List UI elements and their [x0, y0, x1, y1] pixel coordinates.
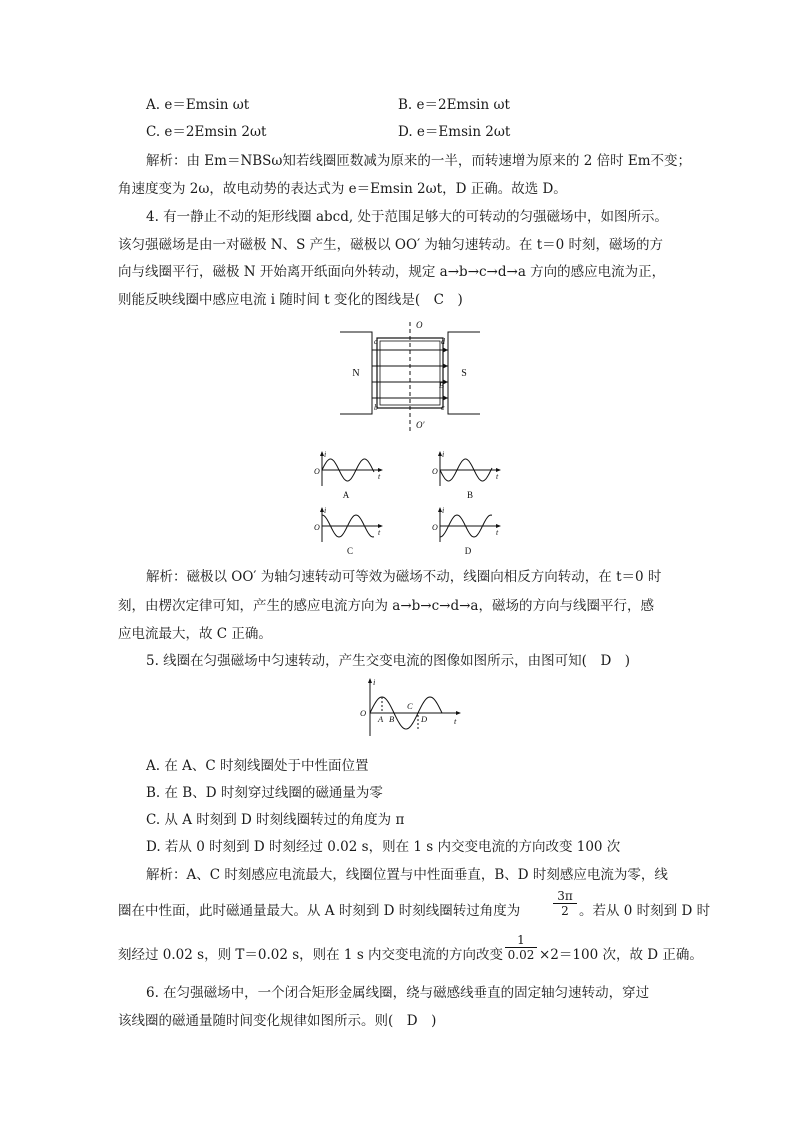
q5-option-a: A. 在 A、C 时刻线圈处于中性面位置	[146, 758, 369, 774]
q6-stem-line2: 该线圈的磁通量随时间变化规律如图所示。则( D )	[118, 1013, 437, 1029]
axis-i-label: i	[324, 506, 327, 515]
point-c-label: C	[407, 701, 413, 711]
pole-n-label: N	[352, 368, 360, 379]
q4-analysis-line3: 应电流最大，故 C 正确。	[118, 626, 272, 642]
q5-analysis-line3b: ×2＝100 次，故 D 正确。	[539, 947, 703, 963]
q5-option-b: B. 在 B、D 时刻穿过线圈的磁通量为零	[146, 785, 383, 801]
q5-analysis-line2a: 圈在中性面，此时磁通量最大。从 A 时刻到 D 时刻线圈转过角度为	[118, 903, 521, 919]
fraction-3pi-over-2	[553, 889, 577, 918]
q5-current-graph	[356, 676, 466, 740]
corner-d-label: d	[441, 337, 445, 346]
axis-t-label: t	[454, 716, 457, 726]
q4-graph-b	[430, 448, 504, 504]
q5-analysis-line3a: 刻经过 0.02 s，则 T＝0.02 s，则在 1 s 内交变电流的方向改变	[118, 947, 504, 963]
corner-a-label: a	[374, 337, 378, 346]
q4-graph-d	[430, 504, 504, 560]
q5-stem: 5. 线圈在匀强磁场中匀速转动，产生交变电流的图像如图所示，由图可知( D )	[146, 653, 631, 669]
axis-i-label: i	[324, 450, 327, 459]
graph-c-label: C	[346, 546, 354, 556]
axis-t-label: t	[378, 472, 381, 481]
axis-t-label: t	[496, 472, 499, 481]
q4-magnet-coil-figure	[340, 318, 480, 434]
origin-label: O	[360, 708, 367, 718]
origin-label: O	[314, 523, 320, 532]
origin-label: O	[314, 467, 320, 476]
q4-stem-line4: 则能反映线圈中感应电流 i 随时间 t 变化的图线是( C )	[118, 292, 463, 308]
axis-i-label: i	[442, 506, 445, 515]
point-d-label: D	[421, 714, 428, 724]
axis-i-label: i	[442, 450, 445, 459]
q4-stem-line2: 该匀强磁场是由一对磁极 N、S 产生，磁极以 OO′ 为轴匀速转动。在 t＝0 时刻，磁场的方	[118, 237, 664, 253]
graph-d-label: D	[464, 546, 472, 556]
q4-analysis-line2: 刻，由楞次定律可知，产生的感应电流方向为 a→b→c→d→a，磁场的方向与线圈平行，感	[118, 598, 654, 614]
q3-option-d: D. e＝Emsin 2ωt	[398, 124, 511, 140]
q3-analysis-line1: 解析：由 Em＝NBSω知若线圈匝数减为原来的一半，而转速增为原来的 2 倍时 Em不变；	[146, 153, 692, 169]
fraction-numerator: 3π	[557, 889, 573, 903]
origin-label: O	[432, 467, 438, 476]
axis-bottom-label: O′	[416, 420, 425, 430]
axis-t-label: t	[496, 528, 499, 537]
fraction-numerator: 1	[517, 933, 525, 947]
q4-stem-line1: 4. 有一静止不动的矩形线圈 abcd, 处于范围足够大的可转动的匀强磁场中，如图所示。	[146, 209, 668, 225]
axis-t-label: t	[378, 528, 381, 537]
q5-analysis-line1: 解析：A、C 时刻感应电流最大，线圈位置与中性面垂直，B、D 时刻感应电流为零，线	[146, 867, 668, 883]
pole-s-label: S	[461, 368, 467, 379]
origin-label: O	[432, 523, 438, 532]
fraction-denominator: 2	[553, 903, 577, 918]
field-b-label: B	[439, 381, 444, 390]
graph-a-label: A	[342, 490, 350, 500]
q5-option-d: D. 若从 0 时刻到 D 时刻经过 0.02 s，则在 1 s 内交变电流的方向改变 100 次	[146, 839, 621, 855]
point-a-label: A	[378, 714, 384, 724]
axis-top-label: O	[416, 320, 423, 330]
q3-analysis-line2: 角速度变为 2ω，故电动势的表达式为 e＝Emsin 2ωt，D 正确。故选 D。	[118, 181, 567, 197]
q4-graph-a	[312, 448, 386, 504]
q3-option-c: C. e＝2Emsin 2ωt	[146, 124, 267, 140]
corner-b-label: b	[374, 403, 378, 412]
graph-b-label: B	[466, 490, 474, 500]
q3-option-b: B. e＝2Emsin ωt	[398, 97, 510, 113]
fraction-1-over-0.02	[505, 933, 537, 962]
axis-i-label: i	[373, 677, 376, 687]
q3-option-a: A. e＝Emsin ωt	[146, 97, 250, 113]
corner-c-label: c	[441, 403, 445, 412]
q6-stem-line1: 6. 在匀强磁场中，一个闭合矩形金属线圈，绕与磁感线垂直的固定轴匀速转动，穿过	[146, 985, 650, 1001]
q4-graph-c	[312, 504, 386, 560]
point-b-label: B	[389, 714, 395, 724]
fraction-denominator: 0.02	[505, 947, 537, 962]
q5-analysis-line2b: 。若从 0 时刻到 D 时	[579, 903, 711, 919]
q4-analysis-line1: 解析：磁极以 OO′ 为轴匀速转动可等效为磁场不动，线圈向相反方向转动，在 t＝0 时	[146, 569, 662, 585]
q5-option-c: C. 从 A 时刻到 D 时刻线圈转过的角度为 π	[146, 812, 405, 828]
q4-stem-line3: 向与线圈平行，磁极 N 开始离开纸面向外转动，规定 a→b→c→d→a 方向的感应电流为正，	[118, 264, 666, 280]
